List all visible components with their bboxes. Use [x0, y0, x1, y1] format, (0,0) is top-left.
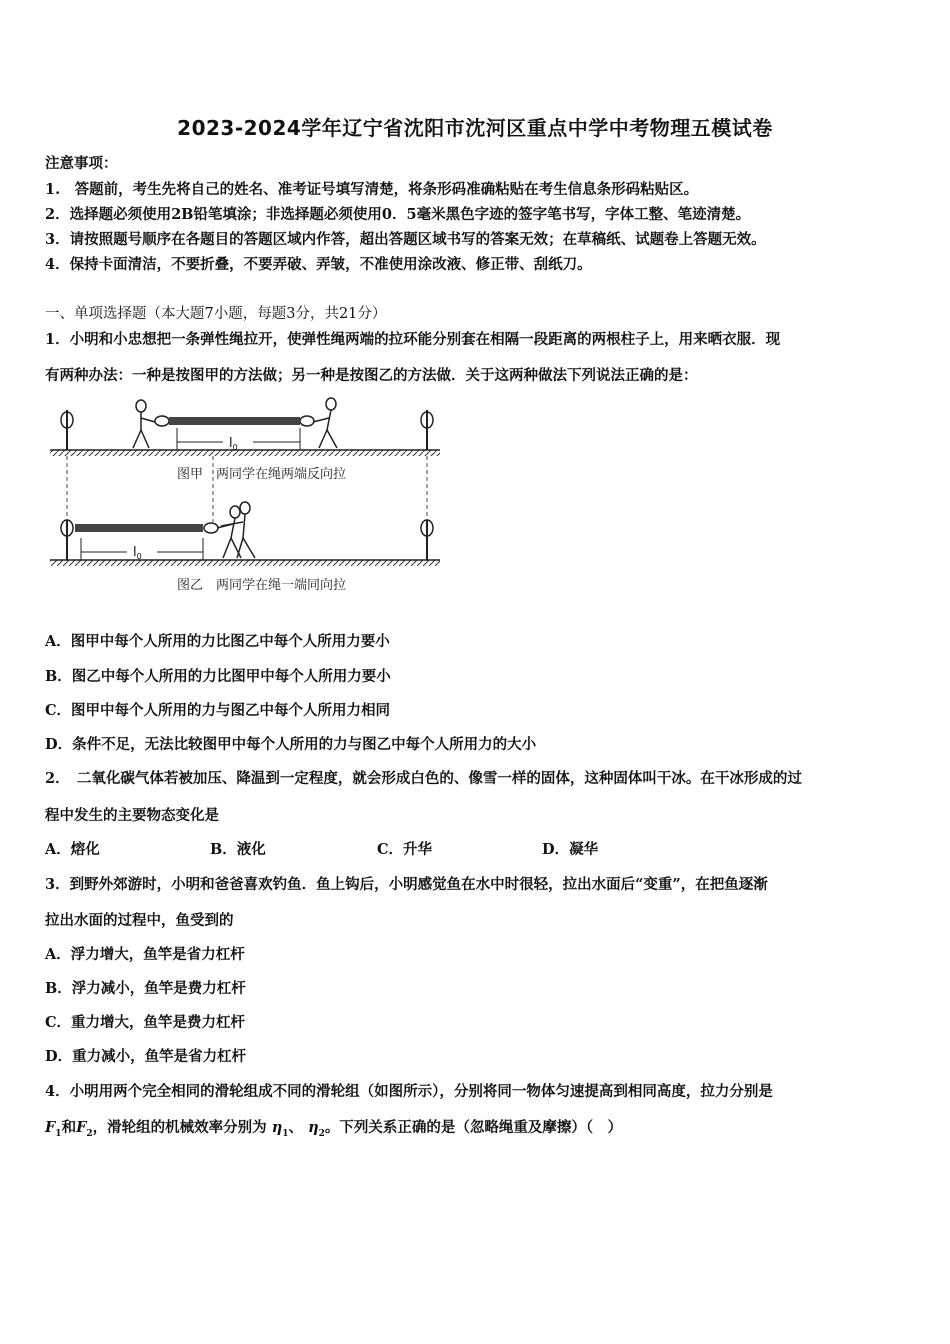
person-figure	[313, 398, 337, 448]
option-d: D．重力减小，鱼竿是省力杠杆	[45, 1048, 247, 1065]
option-b: B．浮力减小，鱼竿是费力杠杆	[45, 980, 246, 997]
notice-heading: 注意事项：	[45, 155, 118, 172]
length-label: $l_0$	[229, 436, 238, 452]
notice-item: 2．选择题必须使用2B铅笔填涂；非选择题必须使用0．5毫米黑色字迹的签字笔书写，字体工整、笔迹清楚。	[45, 206, 751, 223]
ground-hatch	[50, 450, 440, 456]
rope-ring	[204, 523, 218, 533]
subscript: 1	[55, 1128, 62, 1139]
connector-text: ，滑轮组的机械效率分别为	[92, 1119, 267, 1136]
question-3-text: 3．到野外郊游时，小明和爸爸喜欢钓鱼．鱼上钩后，小明感觉鱼在水中时很轻，拉出水面后“变重”，在把鱼逐渐	[45, 876, 768, 893]
notice-item: 1. 答题前，考生先将自己的姓名、准考证号填写清楚，将条形码准确粘贴在考生信息条形码粘贴区。	[45, 181, 699, 198]
page-title: 2023-2024学年辽宁省沈阳市沈河区重点中学中考物理五模试卷	[177, 116, 773, 140]
question-3-text: 拉出水面的过程中，鱼受到的	[45, 912, 234, 929]
subscript: 2	[86, 1128, 93, 1139]
connector-text: 。下列关系正确的是（忽略绳重及摩擦）（ ）	[324, 1119, 623, 1136]
connector-text: 和	[61, 1119, 77, 1136]
option-c: C．图甲中每个人所用的力与图乙中每个人所用力相同	[45, 702, 391, 719]
option-a: A．图甲中每个人所用的力比图乙中每个人所用力要小	[45, 633, 390, 650]
question-2-text: 2． 二氧化碳气体若被加压、降温到一定程度，就会形成白色的、像雪一样的固体，这种固体叫干冰。在干冰形成的过	[45, 770, 802, 787]
rope-ring	[155, 416, 169, 426]
notice-item: 3．请按照题号顺序在各题目的答题区域内作答，超出答题区域书写的答案无效；在草稿纸、试题卷上答题无效。	[45, 231, 766, 248]
force-f1: F	[45, 1119, 56, 1136]
option-a: A．浮力增大，鱼竿是省力杠杆	[45, 946, 245, 963]
eta-1: η	[271, 1119, 283, 1136]
question-4-text: 4．小明用两个完全相同的滑轮组成不同的滑轮组（如图所示），分别将同一物体匀速提高到相同高度，拉力分别是	[45, 1083, 773, 1100]
person-figure	[217, 506, 241, 558]
option-c: C．重力增大，鱼竿是费力杠杆	[45, 1014, 246, 1031]
figure-b	[50, 502, 440, 593]
person-figure	[133, 400, 155, 448]
rope-figure	[45, 392, 450, 597]
force-f2: F	[76, 1119, 87, 1136]
elastic-rope	[169, 417, 300, 425]
question-2-text: 程中发生的主要物态变化是	[45, 807, 219, 824]
option-b: B．液化	[210, 841, 266, 858]
option-b: B．图乙中每个人所用的力比图甲中每个人所用力要小	[45, 668, 391, 685]
ground-hatch	[50, 560, 440, 566]
option-a: A．熔化	[45, 841, 100, 858]
figure-a	[50, 398, 440, 482]
caption-a: 图甲 两同学在绳两端反向拉	[177, 467, 347, 482]
question-4-text	[45, 1116, 622, 1139]
question-1-text: 1．小明和小忠想把一条弹性绳拉开，使弹性绳两端的拉环能分别套在相隔一段距离的两根柱子上，用来晒衣服．现	[45, 331, 781, 348]
connector-text: 、	[288, 1119, 303, 1136]
option-d: D．凝华	[542, 841, 599, 858]
section-heading: 一、单项选择题（本大题7小题，每题3分，共21分）	[45, 306, 387, 322]
option-d: D．条件不足，无法比较图甲中每个人所用的力与图乙中每个人所用力的大小	[45, 736, 537, 753]
subscript: 1	[282, 1128, 289, 1139]
subscript: 2	[318, 1128, 325, 1139]
question-1-text: 有两种办法：一种是按图甲的方法做；另一种是按图乙的方法做．关于这两种做法下列说法正确的是：	[45, 367, 698, 384]
elastic-rope	[75, 524, 203, 532]
rope-ring	[300, 416, 314, 426]
caption-b: 图乙 两同学在绳一端同向拉	[177, 578, 347, 593]
option-c: C．升华	[377, 841, 433, 858]
eta-2: η	[308, 1119, 319, 1136]
notice-item: 4．保持卡面清洁，不要折叠，不要弄破、弄皱，不准使用涂改液、修正带、刮纸刀。	[45, 256, 592, 273]
length-label: $l_0$	[133, 545, 142, 561]
